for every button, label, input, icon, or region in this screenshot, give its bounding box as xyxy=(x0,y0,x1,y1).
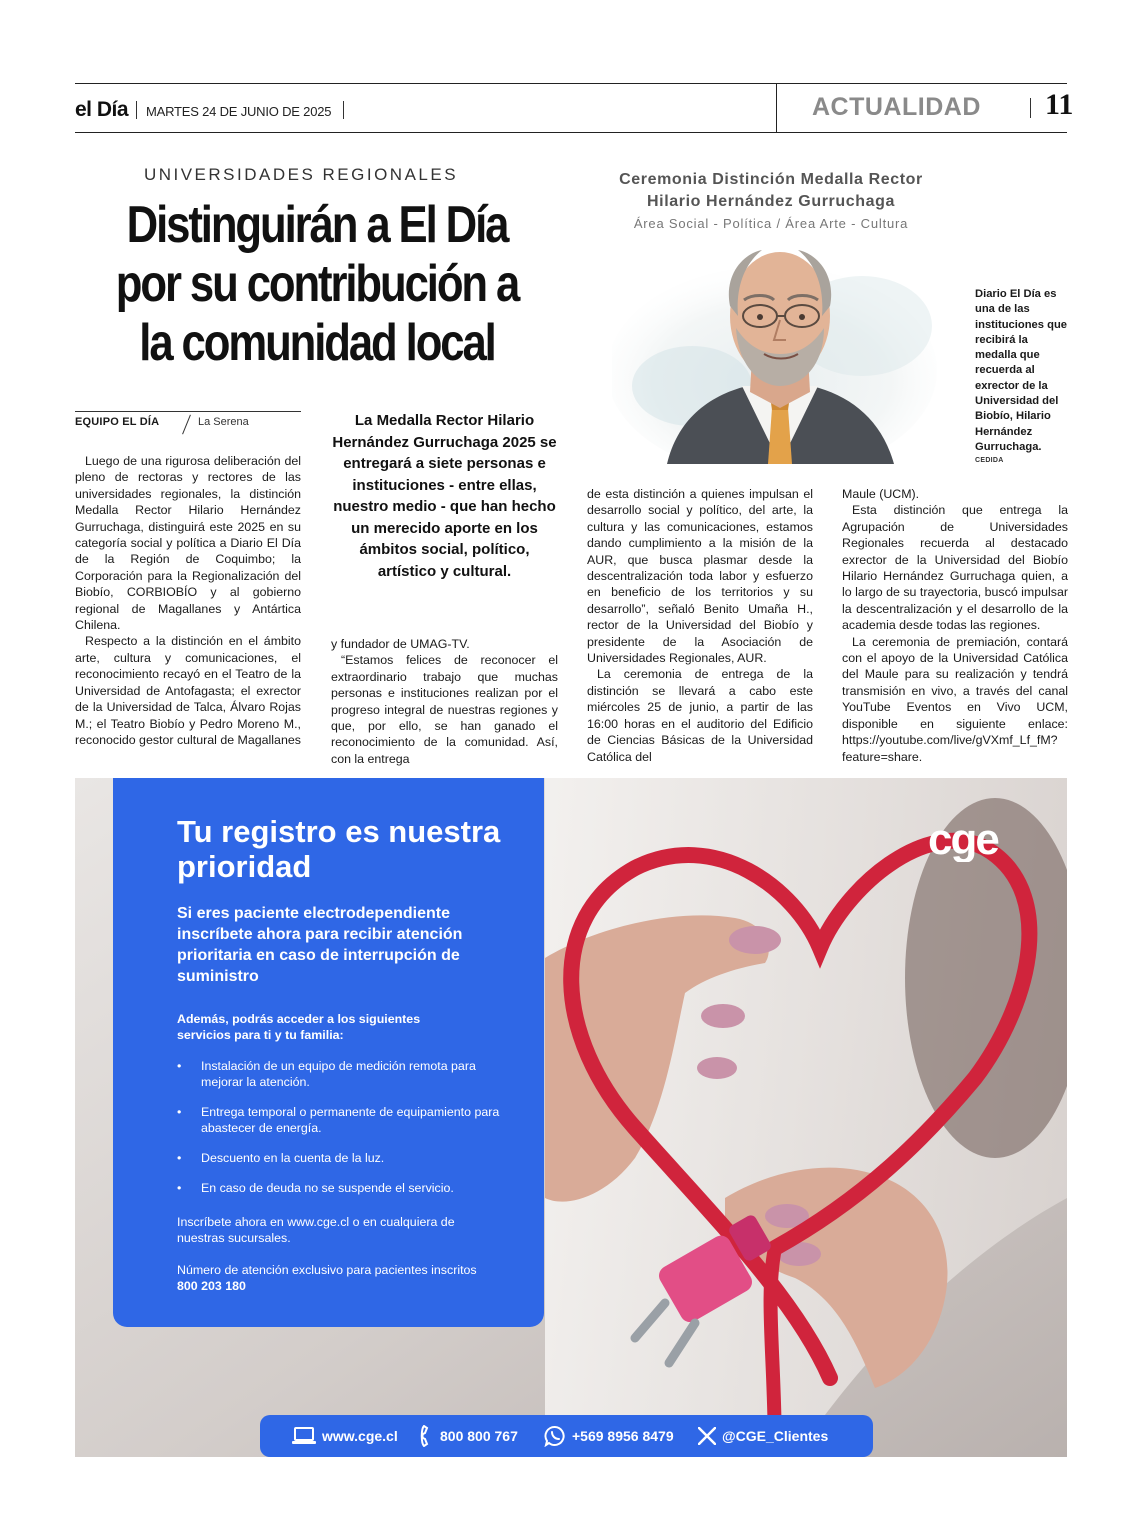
laptop-icon xyxy=(292,1427,316,1445)
byline-author: EQUIPO EL DÍA xyxy=(75,416,160,428)
cge-logo xyxy=(928,816,1036,862)
byline-place: La Serena xyxy=(198,416,249,428)
ad-contact-bar xyxy=(260,1415,873,1457)
paragraph: La ceremonia de premiación, contará con el apoyo de la Universidad Católica del Maule para su realización y tendrá transmisión en vivo, a través del canal YouTube Eventos en Vivo UCM, disponible en siguiente enlace: https://youtube.com/live/gVXmf_Lf_fM?feature=share. xyxy=(842,634,1068,764)
paragraph: Esta distinción que entrega la Agrupación de Universidades Regionales recuerda al destacado exrector de la Universidad del Biobío Hilario Hernández Gurruchaga quien, a lo largo de su trayectoria, buscó impulsar la descentralización y el desarrollo de la academia desde todas las regiones. xyxy=(842,503,1068,633)
ad-title: Tu registro es nuestra prioridad xyxy=(177,814,501,884)
list-item: • Descuento en la cuenta de la luz. xyxy=(177,1151,385,1165)
paragraph: de esta distinción a quienes impulsan el desarrollo social y político, del arte, la cultura y las comunicaciones, estamos dando cumplimiento a la misión de la AUR, que busca plasmar desde la descentralización toda labor y esfuerzo en beneficio de los territorios y su desarrollo”, señaló Benito Umaña H., rector de la Universidad del Biobío y presidente de la Asociación de Universidades Regionales, AUR. xyxy=(587,487,813,666)
paragraph: y fundador de UMAG-TV. xyxy=(331,637,470,651)
paragraph: Maule (UCM). xyxy=(842,487,920,501)
byline-divider xyxy=(182,415,191,435)
contact-web[interactable]: www.cge.cl xyxy=(292,1415,398,1457)
ad-phone-number: 800 203 180 xyxy=(177,1279,246,1293)
ad-info-panel xyxy=(113,778,544,1327)
phone-icon xyxy=(420,1425,434,1447)
svg-text:cge: cge xyxy=(928,816,998,862)
issue-date: MARTES 24 DE JUNIO DE 2025 xyxy=(146,104,332,119)
paragraph: Respecto a la distinción en el ámbito arte, cultura y comunicaciones, el reconocimiento recayó en el Teatro de la Universidad de Antofagasta; el exrector de la Universidad de Talca, Álvaro Rojas M.; el Teatro Biobío y Pedro Moreno M., reconocido gestor cultural de Magallanes xyxy=(75,634,301,747)
article-column-3 xyxy=(587,486,813,765)
ad-cta: Inscríbete ahora en www.cge.cl o en cualquiera de nuestras sucursales. xyxy=(177,1215,455,1245)
contact-whatsapp[interactable]: +569 8956 8479 xyxy=(544,1415,674,1457)
header-top-rule xyxy=(75,83,1067,84)
illustration-title: Hilario Hernández Gurruchaga xyxy=(647,193,895,210)
section-name: ACTUALIDAD xyxy=(812,93,981,121)
bullet: • xyxy=(177,1059,182,1073)
photo-caption: Diario El Día es una de las instituciones que recibirá la medalla que recuerda al exrector de la Universidad del Biobío, Hilario Hernández Gurruchaga. xyxy=(975,288,1067,453)
whatsapp-icon xyxy=(544,1425,566,1447)
contact-phone[interactable]: 800 800 767 xyxy=(420,1415,518,1457)
paragraph: Luego de una rigurosa deliberación del pleno de rectoras y rectores de las universidades regionales, la distinción Medalla Rector Hilario Hernández Gurruchaga, distinguirá este 2025 en su categoría social y política a Diario El Día de la Región de Coquimbo; la Corporación para la Regionalización del Biobío, CORBIOBÍO y al gobierno regional de Magallanes y Antártica Chilena. xyxy=(75,454,301,633)
bullet: • xyxy=(177,1181,182,1195)
paragraph: La ceremonia de entrega de la distinción se llevará a cabo este miércoles 25 de junio, a partir de las 16:00 horas en el auditorio del Edificio de Ciencias Básicas de la Universidad Católica del xyxy=(587,667,813,764)
cge-advertisement xyxy=(75,778,1067,1457)
article-headline: Distinguirán a El Día por su contribución a la comunidad local xyxy=(115,196,519,372)
pull-quote: La Medalla Rector Hilario Hernández Gurruchaga 2025 se entregará a siete personas e instituciones - entre ellas, nuestro medio - que han hecho un merecido aporte en los ámbitos social, político, artístico y cultural. xyxy=(332,412,557,580)
header-divider xyxy=(776,83,777,133)
ad-phone-note: Número de atención exclusivo para pacientes inscritos 800 203 180 xyxy=(177,1263,477,1293)
bullet: • xyxy=(177,1151,182,1165)
illustration-subtitle: Área Social - Política / Área Arte - Cultura xyxy=(633,216,909,231)
contact-x[interactable]: @CGE_Clientes xyxy=(698,1415,828,1457)
header-separator xyxy=(136,101,137,119)
header-separator xyxy=(1030,98,1031,118)
article-column-2 xyxy=(331,636,558,767)
ad-intro: Además, podrás acceder a los siguientes servicios para ti y tu familia: xyxy=(177,1012,421,1042)
article-column-1 xyxy=(75,453,301,748)
list-item: • En caso de deuda no se suspende el servicio. xyxy=(177,1181,454,1195)
ad-lead: Si eres paciente electrodependiente inscríbete ahora para recibir atención prioritaria en caso de interrupción de suministro xyxy=(177,905,463,985)
list-item: • Instalación de un equipo de medición remota para mejorar la atención. xyxy=(177,1059,476,1089)
portrait-illustration xyxy=(612,236,967,464)
article-kicker: UNIVERSIDADES REGIONALES xyxy=(143,165,459,184)
list-item: • Entrega temporal o permanente de equipamiento para abastecer de energía. xyxy=(177,1105,500,1135)
header-separator xyxy=(343,101,344,119)
ad-benefits-list xyxy=(177,1058,517,1210)
paragraph: “Estamos felices de reconocer el extraordinario trabajo que muchas personas e instituciones realizan por el progreso integral de nuestras regiones y que, por ello, se han ganado el reconocimiento de la comunidad. Así, con la entrega xyxy=(331,653,558,766)
masthead: el Día xyxy=(75,98,129,121)
bullet: • xyxy=(177,1105,182,1119)
page-number: 11 xyxy=(1045,88,1074,121)
article-column-4 xyxy=(842,486,1068,765)
x-logo-icon xyxy=(698,1427,716,1445)
header-bottom-rule xyxy=(75,132,1067,133)
photo-credit: CEDIDA xyxy=(975,457,1004,464)
byline-rule xyxy=(75,411,301,412)
illustration-title: Ceremonia Distinción Medalla Rector xyxy=(619,171,923,188)
